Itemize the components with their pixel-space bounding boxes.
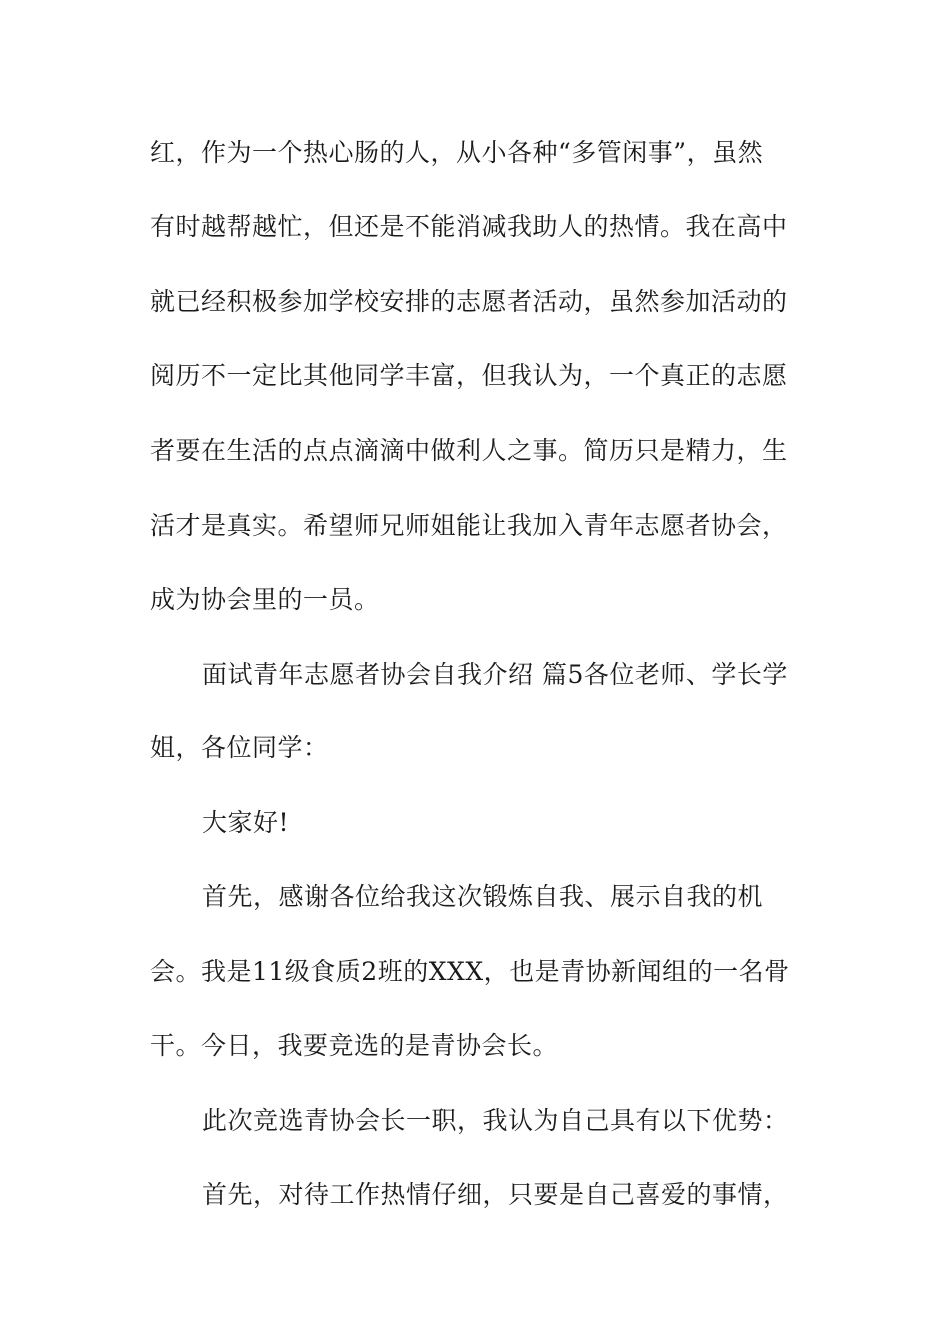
greeting-line: 大家好! bbox=[202, 808, 290, 837]
paragraph-line: 活才是真实。希望师兄师姐能让我加入青年志愿者协会， bbox=[150, 511, 788, 540]
paragraph-line: 会。我是11级食质2班的XXX，也是青协新闻组的一名骨 bbox=[150, 957, 790, 986]
paragraph-line: 者要在生活的点点滴滴中做利人之事。简历只是精力，生 bbox=[150, 436, 788, 465]
paragraph-line: 红，作为一个热心肠的人，从小各种“多管闲事”，虽然 bbox=[150, 138, 764, 167]
paragraph-line: 阅历不一定比其他同学丰富，但我认为，一个真正的志愿 bbox=[150, 361, 788, 390]
paragraph-line: 首先，感谢各位给我这次锻炼自我、展示自我的机 bbox=[202, 882, 764, 911]
section-heading-line: 面试青年志愿者协会自我介绍 篇5各位老师、学长学 bbox=[202, 660, 788, 689]
paragraph-line: 干。今日，我要竞选的是青协会长。 bbox=[150, 1031, 559, 1060]
paragraph-line: 有时越帮越忙，但还是不能消减我助人的热情。我在高中 bbox=[150, 212, 788, 241]
paragraph-line: 首先，对待工作热情仔细，只要是自己喜爱的事情， bbox=[202, 1180, 789, 1209]
paragraph-line: 成为协会里的一员。 bbox=[150, 585, 380, 614]
paragraph-line: 就已经积极参加学校安排的志愿者活动，虽然参加活动的 bbox=[150, 287, 788, 316]
paragraph-line: 此次竞选青协会长一职，我认为自己具有以下优势： bbox=[202, 1106, 789, 1135]
paragraph-line: 姐，各位同学： bbox=[150, 733, 329, 762]
